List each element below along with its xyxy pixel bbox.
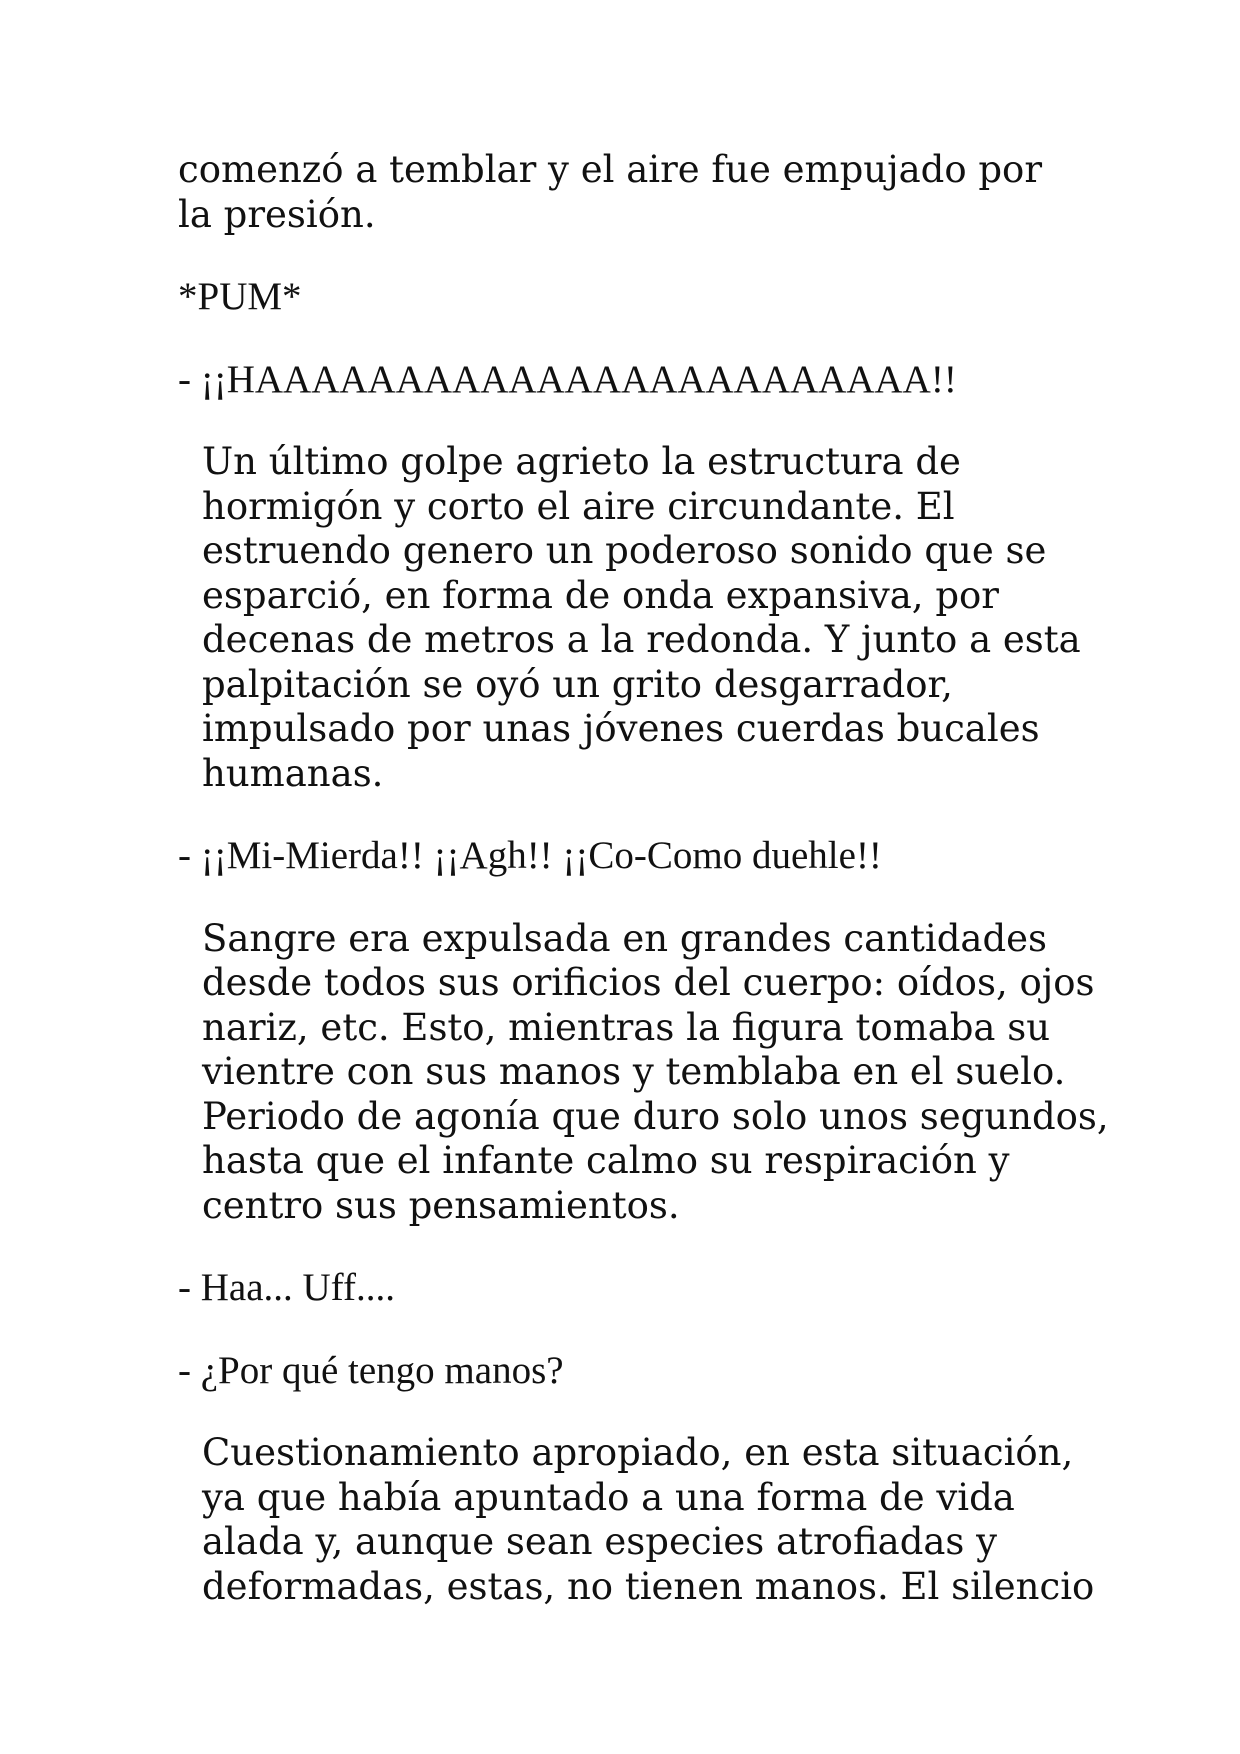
text-line: la presión.	[178, 192, 376, 236]
sound-effect	[178, 275, 1088, 320]
text-line: esparció, en forma de onda expansiva, por	[202, 573, 999, 617]
text-line: *PUM*	[178, 275, 302, 318]
text-line: alada y, aunque sean especies atrofiadas y	[202, 1520, 998, 1563]
dialogue-line	[178, 1266, 1088, 1311]
text-line: Sangre era expulsada en grandes cantidades	[202, 916, 1048, 960]
text-line: estruendo genero un poderoso sonido que se	[202, 529, 1047, 572]
text-line: hormigón y corto el aire circundante. El	[202, 484, 955, 528]
text-line: humanas.	[202, 751, 384, 795]
text-line: hasta que el infante calmo su respiración y	[202, 1139, 1010, 1182]
text-body	[178, 148, 1109, 1609]
text-line: - ¡¡HAAAAAAAAAAAAAAAAAAAAAAAA!!	[178, 357, 957, 401]
text-line: Periodo de agonía que duro solo unos segundos,	[202, 1094, 1109, 1138]
paragraph-6	[178, 916, 1109, 1229]
text-line: centro sus pensamientos.	[202, 1183, 680, 1227]
dialogue-line	[178, 358, 1088, 403]
paragraph-1	[178, 148, 1088, 237]
text-line: decenas de metros a la redonda. Y junto a esta	[202, 618, 1081, 661]
text-line: desde todos sus orificios del cuerpo: oídos, ojos	[202, 961, 1095, 1004]
text-line: Cuestionamiento apropiado, en esta situación,	[202, 1431, 1074, 1474]
text-line: - Haa... Uff....	[178, 1266, 395, 1309]
text-line: deformadas, estas, no tienen manos. El silencio	[202, 1564, 1095, 1608]
paragraph-4	[178, 440, 1088, 796]
text-line: comenzó a temblar y el aire fue empujado por	[178, 148, 1043, 191]
dialogue-line	[178, 834, 1088, 879]
text-line: - ¿Por qué tengo manos?	[178, 1348, 564, 1392]
text-line: vientre con sus manos y temblaba en el suelo.	[202, 1050, 1066, 1093]
text-line: ya que había apuntado a una forma de vida	[202, 1475, 1015, 1519]
paragraph-9	[178, 1431, 1095, 1609]
text-line: - ¡¡Mi-Mierda!! ¡¡Agh!! ¡¡Co-Como duehle!!	[178, 834, 882, 877]
text-line: palpitación se oyó un grito desgarrador,	[202, 662, 953, 706]
text-line: nariz, etc. Esto, mientras la figura tomaba su	[202, 1005, 1051, 1049]
text-line: Un último golpe agrieto la estructura de	[202, 440, 961, 483]
dialogue-line	[178, 1349, 1088, 1394]
text-line: impulsado por unas jóvenes cuerdas bucales	[202, 707, 1040, 750]
